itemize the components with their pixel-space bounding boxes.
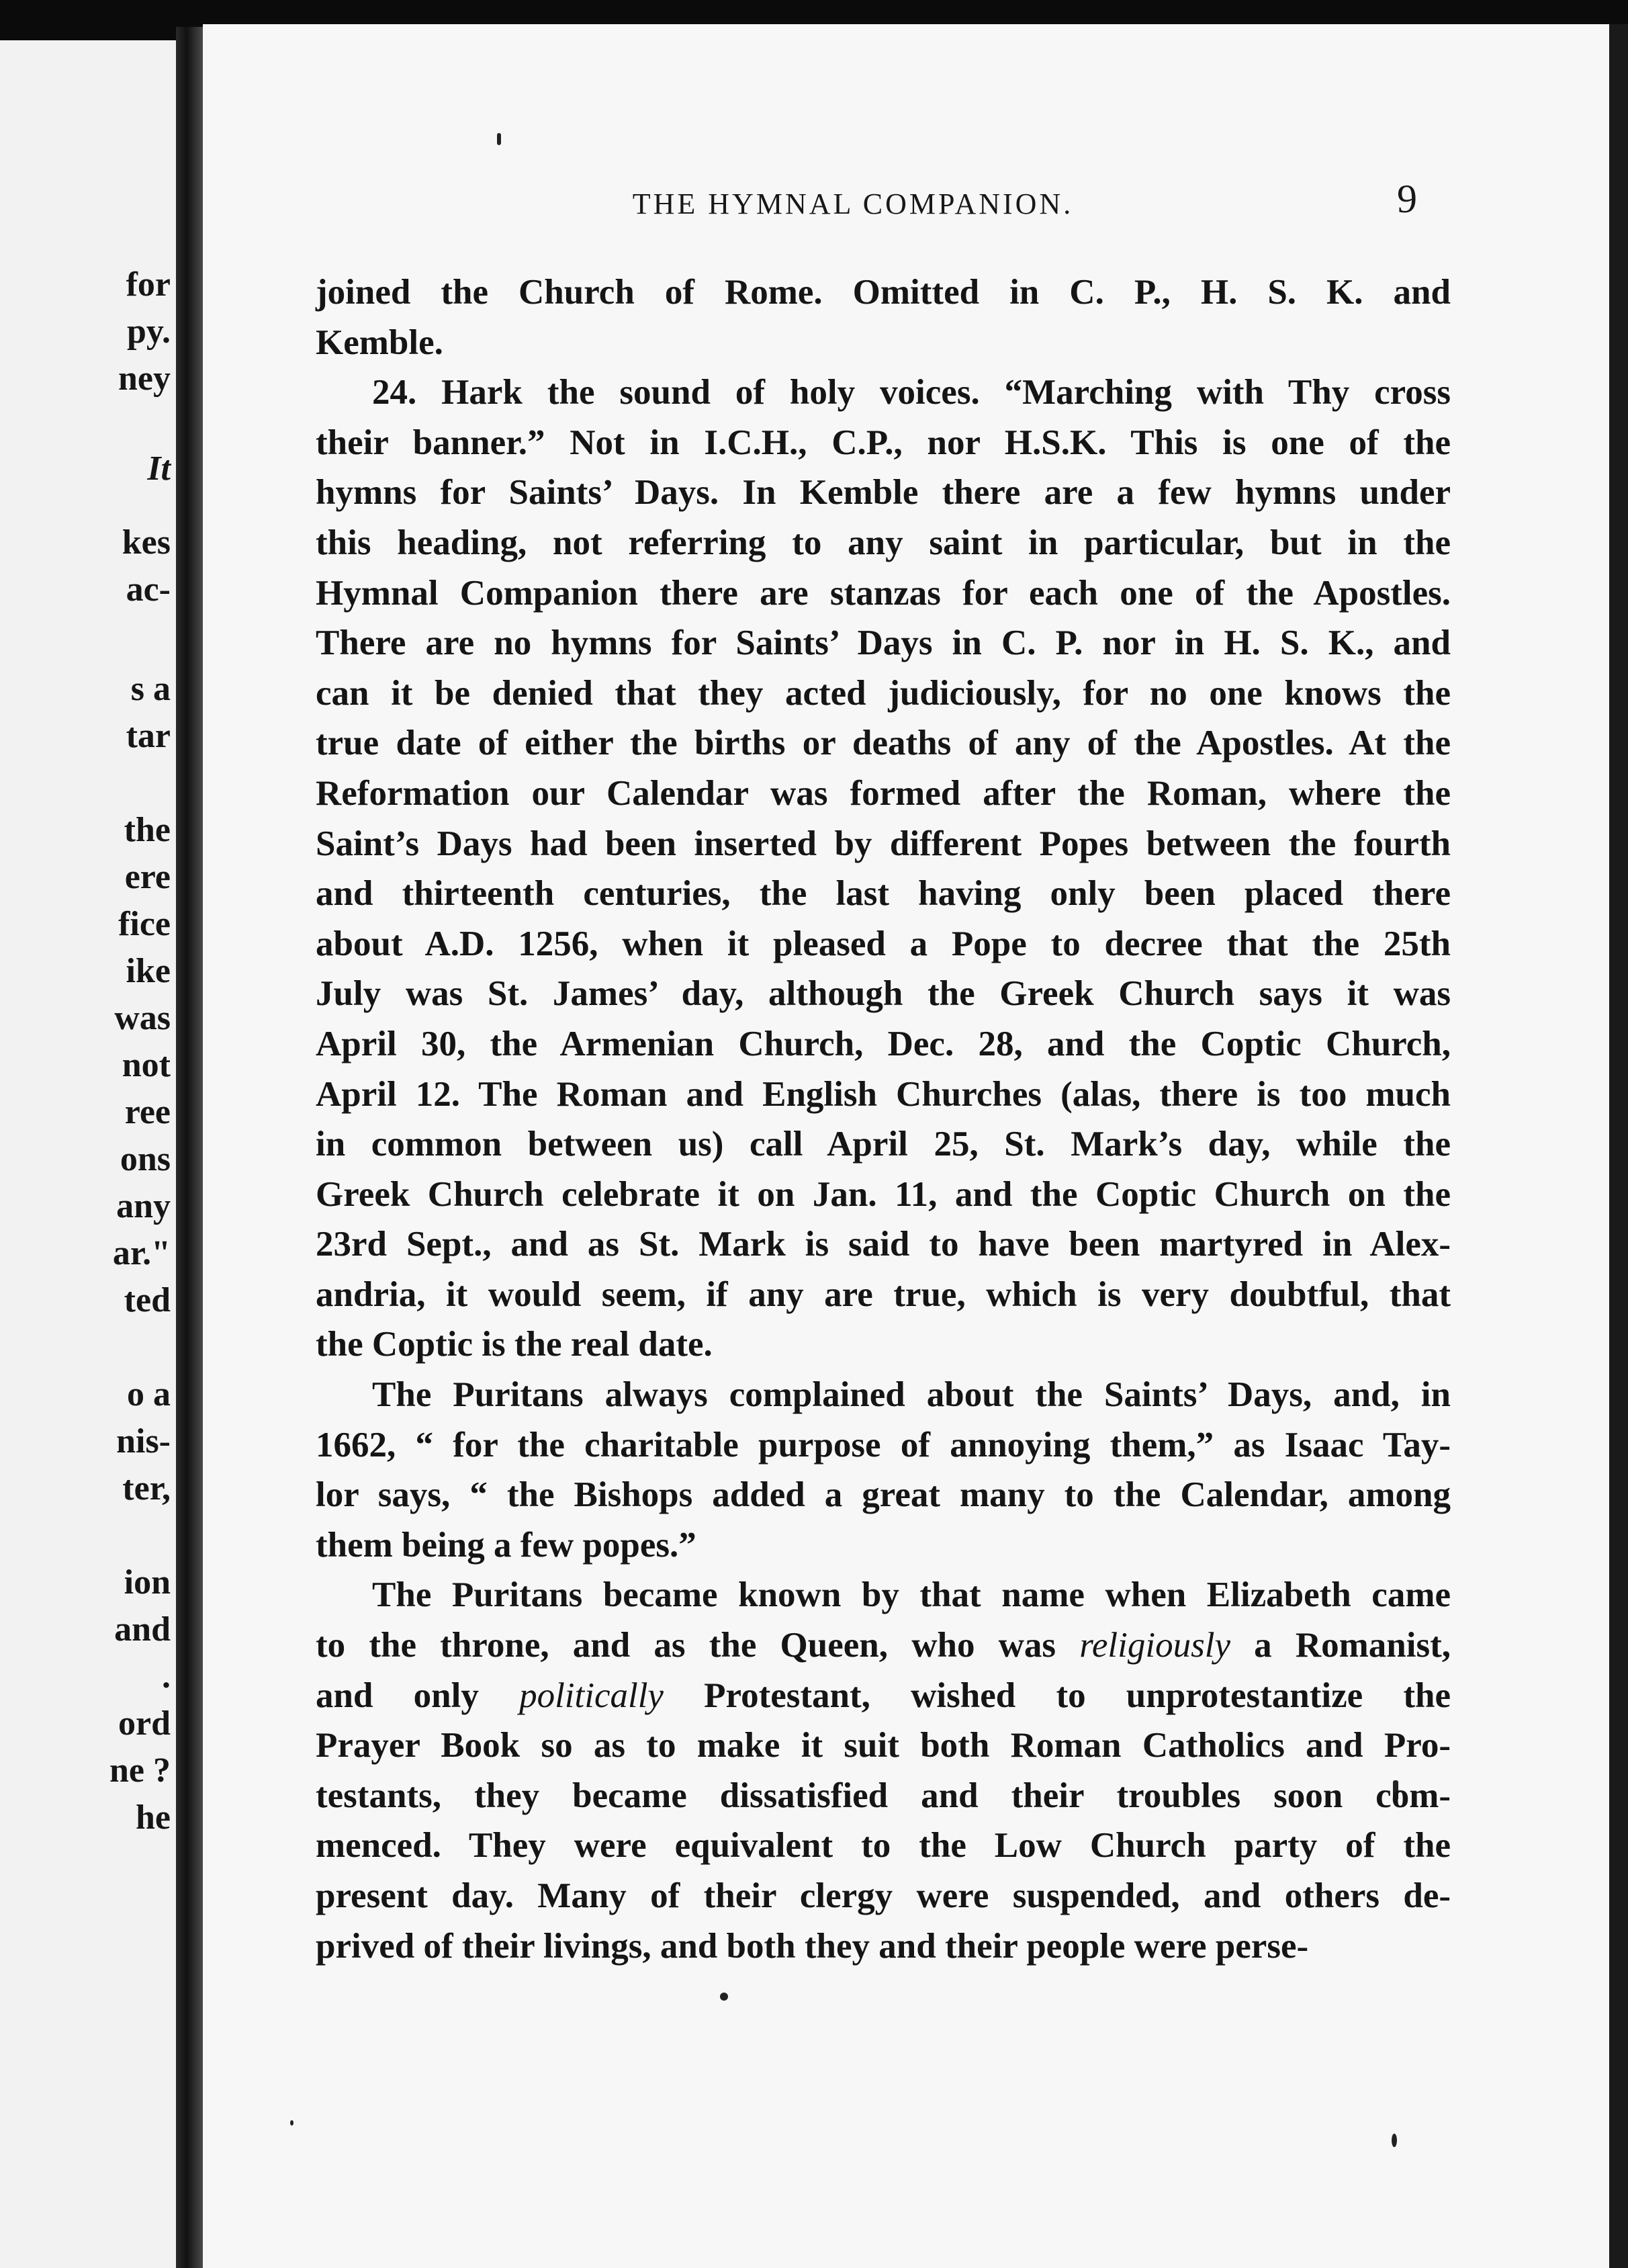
page-right-edge xyxy=(1609,24,1628,2268)
text-line xyxy=(316,1821,1451,1871)
text-line xyxy=(316,1070,1451,1120)
text-line-content: joined the Church of Rome. Omitted in C. P., H. S. K. and xyxy=(316,273,1451,312)
text-line-content: to the throne, and as the Queen, who was religiously a Romanist, xyxy=(316,1626,1451,1665)
text-line xyxy=(316,1620,1451,1671)
left-page-fragment: was xyxy=(114,999,171,1037)
text-line-content: and thirteenth centuries, the last having only been placed there xyxy=(316,874,1451,914)
text-line xyxy=(316,1520,1451,1571)
left-page-fragment: ere xyxy=(124,858,171,896)
text-line xyxy=(316,1470,1451,1520)
text-line-content: Saint’s Days had been inserted by different Popes between the fourth xyxy=(316,824,1451,863)
left-page-fragment: ac- xyxy=(126,570,171,609)
page-number: 9 xyxy=(1397,177,1417,221)
text-line xyxy=(316,668,1451,719)
text-line-content: 24. Hark the sound of holy voices. “Marching with Thy cross xyxy=(372,373,1451,412)
left-page-fragment: s a xyxy=(130,670,171,708)
text-line xyxy=(316,1720,1451,1771)
left-page-fragment: for xyxy=(126,265,171,304)
text-line-content: April 30, the Armenian Church, Dec. 28, and the Coptic Church, xyxy=(316,1024,1451,1063)
text-line-content: them being a few popes.” xyxy=(316,1525,696,1565)
print-speck xyxy=(1392,2134,1397,2147)
text-line xyxy=(316,1570,1451,1620)
left-page-fragment: the xyxy=(124,811,171,849)
text-line-content: The Puritans always complained about the Saints’ Days, and, in xyxy=(372,1375,1451,1415)
text-line-content: Greek Church celebrate it on Jan. 11, and the Coptic Church on the xyxy=(316,1174,1451,1214)
text-line xyxy=(316,468,1451,518)
text-line xyxy=(316,518,1451,568)
text-line-content: about A.D. 1256, when it pleased a Pope to decree that the 25th xyxy=(316,924,1451,963)
text-line-content: in common between us) call April 25, St. Mark’s day, while the xyxy=(316,1125,1451,1164)
left-page-fragment: ted xyxy=(124,1281,171,1319)
left-page-fragment: ike xyxy=(126,952,171,990)
text-line xyxy=(316,618,1451,668)
text-line-content: lor says, “ the Bishops added a great many to the Calendar, among xyxy=(316,1475,1451,1515)
left-page-fragment: ord xyxy=(118,1704,171,1743)
text-line-content: their banner.” Not in I.C.H., C.P., nor H.S.K. This is one of the xyxy=(316,423,1451,462)
text-line xyxy=(316,969,1451,1019)
left-page-fragment: ree xyxy=(124,1093,171,1131)
text-line-content: hymns for Saints’ Days. In Kemble there are a few hymns under xyxy=(316,473,1451,513)
text-line xyxy=(316,1420,1451,1471)
book-gutter xyxy=(176,27,203,2268)
text-line-content: the Coptic is the real date. xyxy=(316,1325,713,1364)
text-line xyxy=(316,769,1451,819)
left-page-fragment: not xyxy=(122,1046,171,1084)
text-line xyxy=(316,1319,1451,1370)
left-page-fragment: ney xyxy=(118,359,171,398)
text-line-content: Hymnal Companion there are stanzas for each one of the Apostles. xyxy=(316,573,1451,613)
text-line xyxy=(316,1170,1451,1220)
text-line xyxy=(316,869,1451,919)
left-page-fragment: fice xyxy=(118,905,171,943)
text-line xyxy=(316,367,1451,418)
left-facing-page xyxy=(0,40,176,2268)
text-line xyxy=(316,718,1451,769)
left-page-fragment: ons xyxy=(120,1140,171,1178)
text-line-content: can it be denied that they acted judiciously, for no one knows the xyxy=(316,673,1451,713)
text-line-content: true date of either the births or deaths of any of the Apostles. At the xyxy=(316,724,1451,763)
left-page-fragment: kes xyxy=(122,523,171,562)
text-line xyxy=(316,1019,1451,1070)
text-line-content: There are no hymns for Saints’ Days in C. P. nor in H. S. K., and xyxy=(316,623,1451,663)
text-line-content: andria, it would seem, if any are true, which is very doubtful, that xyxy=(316,1274,1451,1314)
text-line-content: Prayer Book so as to make it suit both Roman Catholics and Pro- xyxy=(316,1726,1451,1765)
left-page-fragment: any xyxy=(116,1187,171,1225)
left-page-fragment: o a xyxy=(127,1375,171,1413)
print-speck xyxy=(720,1993,728,2001)
text-line xyxy=(316,1671,1451,1721)
left-page-fragment: . xyxy=(162,1657,171,1696)
text-line xyxy=(316,318,1451,368)
text-line-content: menced. They were equivalent to the Low Church party of the xyxy=(316,1826,1451,1866)
italic-word: politically xyxy=(519,1675,664,1715)
left-page-fragment: ter, xyxy=(122,1469,171,1508)
text-line xyxy=(316,1119,1451,1170)
text-line xyxy=(316,1370,1451,1420)
left-page-fragment: and xyxy=(114,1610,171,1649)
text-line-content: testants, they became dissatisfied and their troubles soon com- xyxy=(316,1776,1451,1815)
text-line-content: April 12. The Roman and English Churches (alas, there is too much xyxy=(316,1074,1451,1114)
left-page-fragment: ion xyxy=(124,1563,171,1602)
left-page-fragment: It xyxy=(147,449,171,488)
text-line-content: present day. Many of their clergy were suspended, and others de- xyxy=(316,1876,1451,1915)
text-line xyxy=(316,1771,1451,1821)
left-page-fragment: he xyxy=(136,1798,171,1837)
left-page-fragment: ne ? xyxy=(109,1751,171,1790)
text-line-content: this heading, not referring to any saint in particular, but in the xyxy=(316,523,1451,562)
text-line xyxy=(316,819,1451,869)
text-line-content: and only politically Protestant, wished to unprotestantize the xyxy=(316,1675,1451,1715)
text-line-content: prived of their livings, and both they and their people were perse- xyxy=(316,1926,1309,1966)
left-page-fragment: py. xyxy=(126,312,171,351)
text-line-content: July was St. James’ day, although the Greek Church says it was xyxy=(316,974,1451,1014)
italic-word: religiously xyxy=(1079,1626,1230,1665)
text-line xyxy=(316,1871,1451,1921)
body-text xyxy=(316,267,1451,1971)
text-line-content: 23rd Sept., and as St. Mark is said to have been martyred in Alex- xyxy=(316,1225,1451,1264)
text-line-content: 1662, “ for the charitable purpose of annoying them,” as Isaac Tay- xyxy=(316,1425,1451,1465)
text-line xyxy=(316,1270,1451,1320)
text-line-content: Kemble. xyxy=(316,322,443,362)
text-line xyxy=(316,919,1451,969)
text-line xyxy=(316,568,1451,619)
running-head: THE HYMNAL COMPANION. xyxy=(632,187,1074,220)
print-speck xyxy=(497,133,501,145)
text-line-content: The Puritans became known by that name when Elizabeth came xyxy=(372,1575,1451,1615)
text-line xyxy=(316,1219,1451,1270)
text-line-content: Reformation our Calendar was formed after the Roman, where the xyxy=(316,773,1451,813)
left-page-fragment: tar xyxy=(126,717,171,755)
text-line xyxy=(316,267,1451,318)
print-speck xyxy=(290,2120,293,2126)
left-page-fragment: ar." xyxy=(112,1234,171,1272)
text-line xyxy=(316,418,1451,468)
text-line xyxy=(316,1921,1451,1972)
left-page-fragment: nis- xyxy=(116,1422,171,1460)
